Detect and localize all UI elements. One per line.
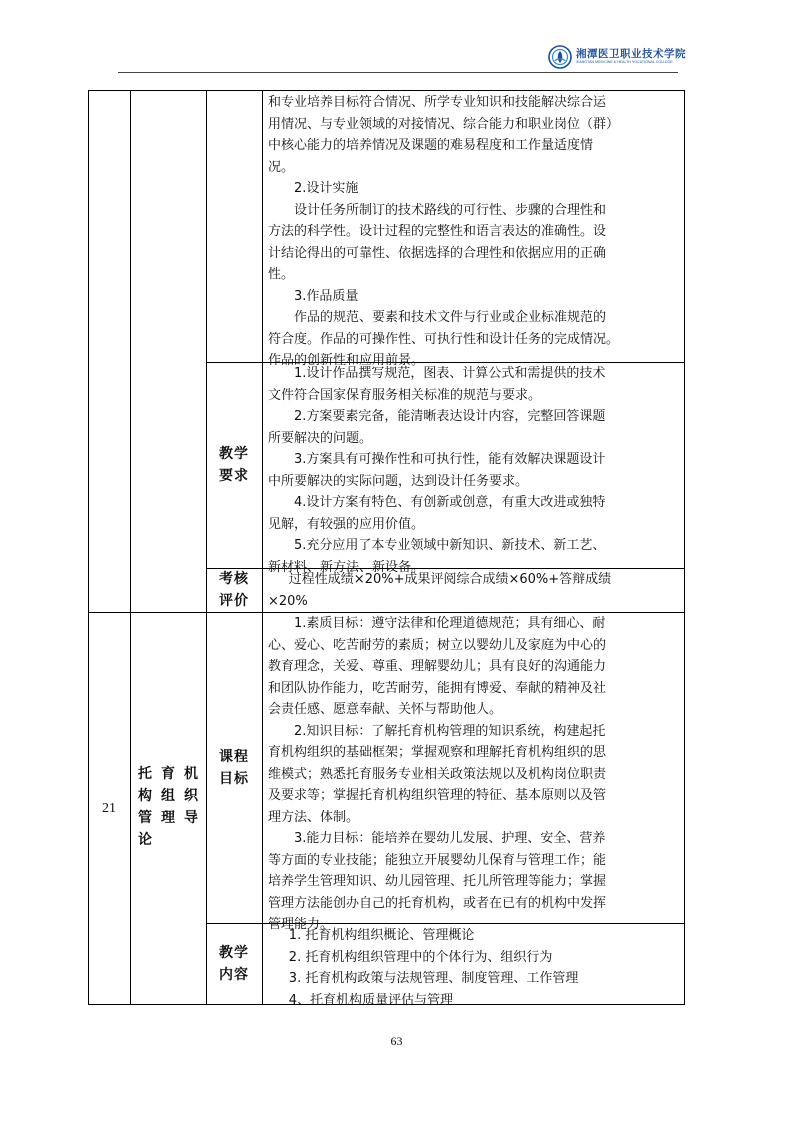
course-name-char: 机 — [184, 766, 198, 782]
course-name-char: 托 — [138, 766, 152, 782]
teaching-requirements-content — [268, 363, 680, 578]
text-line: 1.设计作品撰写规范，图表、计算公式和需提供的技术 — [294, 366, 606, 381]
course-name-char: 织 — [184, 788, 198, 804]
text-line: 教育理念，关爱、尊重、理解婴幼儿；具有良好的沟通能力 — [268, 659, 607, 674]
text-line: 作品的规范、要素和技术文件与行业或企业标准规范的 — [294, 310, 607, 325]
college-name-en: XIANGTAN MEDICINE & HEALTH VOCATIONAL COLLEGE — [576, 60, 673, 65]
course-objectives-content — [268, 613, 680, 936]
label-line: 评价 — [219, 593, 249, 609]
course-name-char: 管 — [138, 810, 152, 826]
column-divider-3 — [262, 90, 263, 1005]
text-line: 3.能力目标：能培养在婴幼儿发展、护理、安全、营养 — [294, 831, 606, 846]
label-line: 考核 — [219, 571, 249, 587]
text-line: 作品的创新性和应用前景。 — [268, 353, 425, 368]
continued-evaluation-content — [268, 92, 680, 372]
text-line: 1.素质目标：遵守法律和伦理道德规范；具有细心、耐 — [294, 616, 606, 631]
text-line: 4.设计方案有特色、有创新或创意，有重大改进或独特 — [294, 495, 606, 510]
teaching-requirements-label — [206, 362, 262, 568]
college-name-cn: 湘潭医卫职业技术学院 — [576, 47, 686, 60]
teaching-content-label — [206, 923, 262, 1005]
column-divider-1 — [130, 90, 131, 1005]
course-name-char: 组 — [161, 788, 175, 804]
course-name-char: 导 — [184, 810, 198, 826]
text-line: 和专业培养目标符合情况、所学专业知识和技能解决综合运 — [268, 95, 607, 110]
text-line: 及要求等；掌握托育机构组织管理的特征、基本原则以及管 — [268, 788, 607, 803]
text-line: 方法的科学性。设计过程的完整性和语言表达的准确性。设 — [268, 224, 607, 239]
list-item: 3. 托育机构政策与法规管理、制度管理、工作管理 — [288, 971, 579, 986]
college-logo — [548, 44, 688, 70]
course-name-char: 论 — [138, 832, 152, 848]
text-line: 2.方案要素完备，能清晰表达设计内容，完整回答课题 — [294, 409, 606, 424]
list-item: 2. 托育机构组织管理中的个体行为、组织行为 — [288, 949, 553, 965]
list-item: 4、托育机构质量评估与管理 — [288, 992, 454, 1008]
text-line: 新材料、新方法、新设备。 — [268, 559, 425, 575]
teaching-content-list — [268, 925, 680, 1011]
text-line: 和团队协作能力，吃苦耐劳，能拥有博爱、奉献的精神及社 — [268, 680, 607, 696]
text-line: 所要解决的问题。 — [268, 430, 373, 446]
text-line: 管理能力。 — [268, 917, 334, 932]
label-line: 教学 — [219, 446, 249, 462]
text-line: 用情况、与专业领域的对接情况、综合能力和职业岗位（群） — [268, 116, 620, 132]
text-line: 中核心能力的培养情况及课题的难易程度和工作量适度情 — [268, 138, 594, 153]
text-line: 3.方案具有可操作性和可执行性，能有效解决课题设计 — [294, 452, 606, 467]
label-line: 教学 — [219, 945, 249, 961]
label-line: 要求 — [219, 468, 249, 484]
text-line: 中所要解决的实际问题，达到设计任务要求。 — [268, 473, 529, 489]
text-line: 育机构组织的基础框架；掌握观察和理解托育机构组织的思 — [268, 745, 607, 760]
header-divider — [118, 72, 678, 73]
text-line: 培养学生管理知识、幼儿园管理、托儿所管理等能力；掌握 — [268, 874, 607, 889]
text-line: 文件符合国家保育服务相关标准的规范与要求。 — [268, 387, 542, 403]
assessment-label — [206, 568, 262, 612]
course-name-char: 理 — [161, 810, 175, 826]
label-line: 目标 — [219, 770, 249, 787]
list-item: 1. 托育机构组织概论、管理概论 — [288, 928, 475, 943]
course-objectives-label — [206, 612, 262, 923]
course-number: 21 — [102, 800, 116, 816]
text-line: 见解，有较强的应用价值。 — [268, 516, 425, 532]
text-line: 维模式；熟悉托育服务专业相关政策法规以及机构岗位职责 — [268, 766, 607, 782]
text-line: 性。 — [268, 267, 295, 282]
subsection-title: 3.作品质量 — [294, 288, 359, 304]
course-name — [138, 763, 198, 851]
label-line: 内容 — [219, 967, 249, 983]
text-line: 管理方法能创办自己的托育机构，或者在已有的机构中发挥 — [268, 895, 607, 911]
course-name-char: 构 — [138, 788, 152, 804]
text-line: 理方法、体制。 — [268, 809, 360, 825]
text-line: 过程性成绩×20%+成果评阅综合成绩×60%+答辩成绩 — [288, 572, 612, 587]
page-number: 63 — [390, 1034, 403, 1048]
text-line: 心、爱心、吃苦耐劳的素质；树立以婴幼儿及家庭为中心的 — [268, 637, 607, 653]
text-line: 设计任务所制订的技术路线的可行性、步骤的合理性和 — [294, 202, 607, 218]
text-line: 5.充分应用了本专业领域中新知识、新技术、新工艺、 — [294, 538, 606, 553]
text-line: 计结论得出的可靠性、依据选择的合理性和依据应用的正确 — [268, 245, 607, 261]
text-line: 会责任感、愿意奉献、关怀与帮助他人。 — [268, 702, 503, 717]
text-line: 符合度。作品的可操作性、可执行性和设计任务的完成情况。 — [268, 331, 620, 347]
text-line: 况。 — [268, 159, 295, 175]
college-emblem-icon — [548, 45, 572, 69]
label-line: 课程 — [219, 748, 249, 765]
assessment-content — [268, 569, 680, 612]
text-line: ×20% — [268, 593, 308, 609]
subsection-title: 2.设计实施 — [294, 181, 359, 196]
text-line: 等方面的专业技能；能独立开展婴幼儿保育与管理工作；能 — [268, 852, 607, 868]
text-line: 2.知识目标：了解托育机构管理的知识系统，构建起托 — [294, 723, 606, 739]
course-name-char: 育 — [161, 766, 175, 782]
